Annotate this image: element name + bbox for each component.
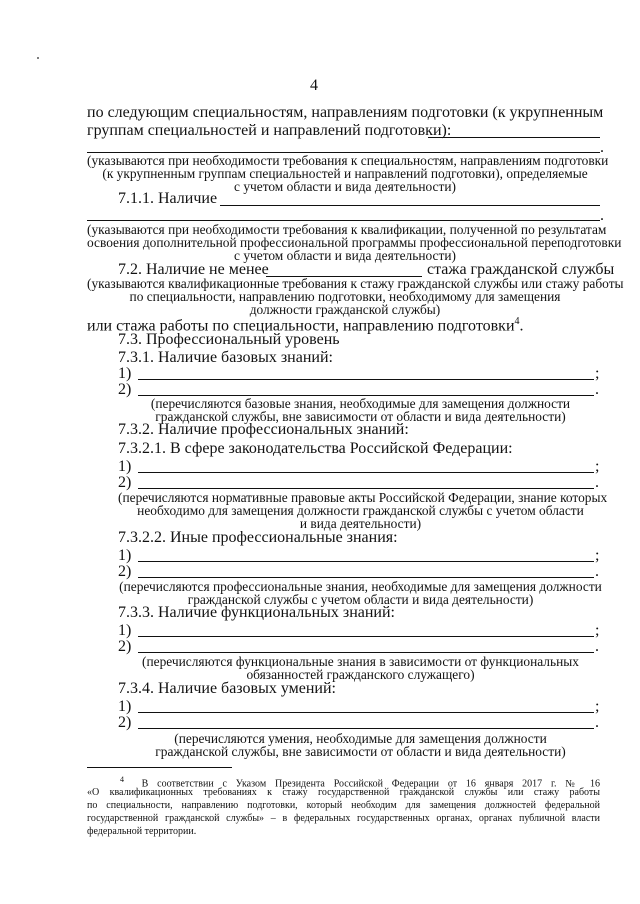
s7321-title: 7.3.2.1. В сфере законодательства Российской Федерации: [118,440,513,457]
item-2-label: 2) [118,381,132,398]
period-mark: . [600,139,604,156]
note-7321-line: (перечисляются нормативные правовые акты Российской Федерации, знание которых [118,490,608,505]
footnote-line: государственной гражданской службы» – в федеральных государственных органах, органах публичной власти [87,813,600,824]
s732-title: 7.3.2. Наличие профессиональных знаний: [118,421,409,438]
footnote-line: федеральной территории. [87,826,197,837]
item-2-label: 2) [118,563,132,580]
item-2-label: 2) [118,474,132,491]
intro-line-1: по следующим специальностям, направлениям подготовки (к укрупненным [87,104,604,121]
period-mark: . [595,714,599,731]
semicolon-mark: ; [595,365,600,382]
note-7321-line: необходимо для замещения должности гражданской службы с учетом области [137,503,584,518]
note-72-line: должности гражданской службы) [249,302,441,317]
s734-item-1-line[interactable] [138,712,594,713]
s711-label: 7.1.1. Наличие [118,190,218,207]
specialty-input-line[interactable] [428,137,600,138]
footnote-mark: 4 [120,775,124,784]
period-mark: . [600,207,604,224]
semicolon-mark: ; [595,622,600,639]
s7322-item-1-line[interactable] [138,561,594,562]
s733-item-2-line[interactable] [138,652,594,653]
s711-input-line[interactable] [220,205,600,206]
s72-prefix: 7.2. Наличие не менее [118,261,269,278]
footnote-separator [87,767,232,768]
s711-input-line-2[interactable] [87,220,600,221]
s7321-item-1-line[interactable] [138,472,594,473]
item-1-label: 1) [118,458,132,475]
semicolon-mark: ; [595,458,600,475]
footnote-line: по специальности, направлению подготовки, который необходим для замещения должностей федеральной [87,800,600,811]
note-711-line: освоения дополнительной профессиональной программы профессиональной переподготовки [87,235,622,250]
note-72-line: (указываются квалификационные требования к стажу гражданской службы или стажу работы [87,276,624,291]
s731-item-1-line[interactable] [138,379,594,380]
note-731-line: (перечисляются базовые знания, необходимые для замещения должности [150,396,571,411]
note-7321-line: и вида деятельности) [299,516,422,531]
intro-line-2: группам специальностей и направлений подготовки): [87,122,452,139]
semicolon-mark: ; [595,698,600,715]
s72-suffix: стажа гражданской службы [427,261,615,278]
footnote-line: «О квалификационных требованиях к стажу государственной гражданской службы или стажу работы [87,787,600,798]
period-mark: . [595,563,599,580]
note-specialty-line: (указываются при необходимости требования к специальностям, направлениям подготовки [87,153,609,168]
period-mark: . [595,638,599,655]
s731-title: 7.3.1. Наличие базовых знаний: [118,349,333,366]
note-specialty-line: с учетом области и вида деятельности) [234,179,456,194]
note-734-line: (перечисляются умения, необходимые для замещения должности [174,731,547,746]
item-2-label: 2) [118,714,132,731]
note-731-line: гражданской службы, вне зависимости от области и вида деятельности) [155,409,566,424]
s733-title: 7.3.3. Наличие функциональных знаний: [118,604,395,621]
period-mark: . [595,474,599,491]
note-733-line: обязанностей гражданского служащего) [246,667,475,682]
note-7322-line: (перечисляются профессиональные знания, необходимые для замещения должности [119,579,602,594]
note-711-line: (указываются при необходимости требования к квалификации, полученной по результатам [87,222,607,237]
note-7322-line: гражданской службы с учетом области и вида деятельности) [187,592,534,607]
footnote-line-1: $^4$ В соответствии с Указом Президента Российской Федерации от 16 января 2017 г. № 16 [120,775,601,790]
s733-item-1-line[interactable] [138,636,594,637]
scan-speck [37,57,39,59]
s734-title: 7.3.4. Наличие базовых умений: [118,680,336,697]
s7321-item-2-line[interactable] [138,488,594,489]
semicolon-mark: ; [595,547,600,564]
item-1-label: 1) [118,365,132,382]
note-733-line: (перечисляются функциональные знания в зависимости от функциональных [142,654,579,669]
note-72-line: по специальности, направлению подготовки, необходимому для замещения [129,289,561,304]
footnote-ref: 4 [514,316,520,327]
period-mark: . [595,381,599,398]
note-711-line: с учетом области и вида деятельности) [234,248,456,263]
item-2-label: 2) [118,638,132,655]
item-1-label: 1) [118,547,132,564]
s7322-title: 7.3.2.2. Иные профессиональные знания: [118,529,398,546]
s72-continuation: или стажа работы по специальности, направлению подготовки$^4$. [87,316,524,335]
s7322-item-2-line[interactable] [138,577,594,578]
s734-item-2-line[interactable] [138,728,594,729]
s73-title: 7.3. Профессиональный уровень [118,331,340,348]
item-1-label: 1) [118,698,132,715]
note-specialty-line: (к укрупненным группам специальностей и направлений подготовки), определяемые [102,166,588,181]
page-number: 4 [310,77,318,94]
item-1-label: 1) [118,622,132,639]
note-734-line: гражданской службы, вне зависимости от области и вида деятельности) [155,744,566,759]
